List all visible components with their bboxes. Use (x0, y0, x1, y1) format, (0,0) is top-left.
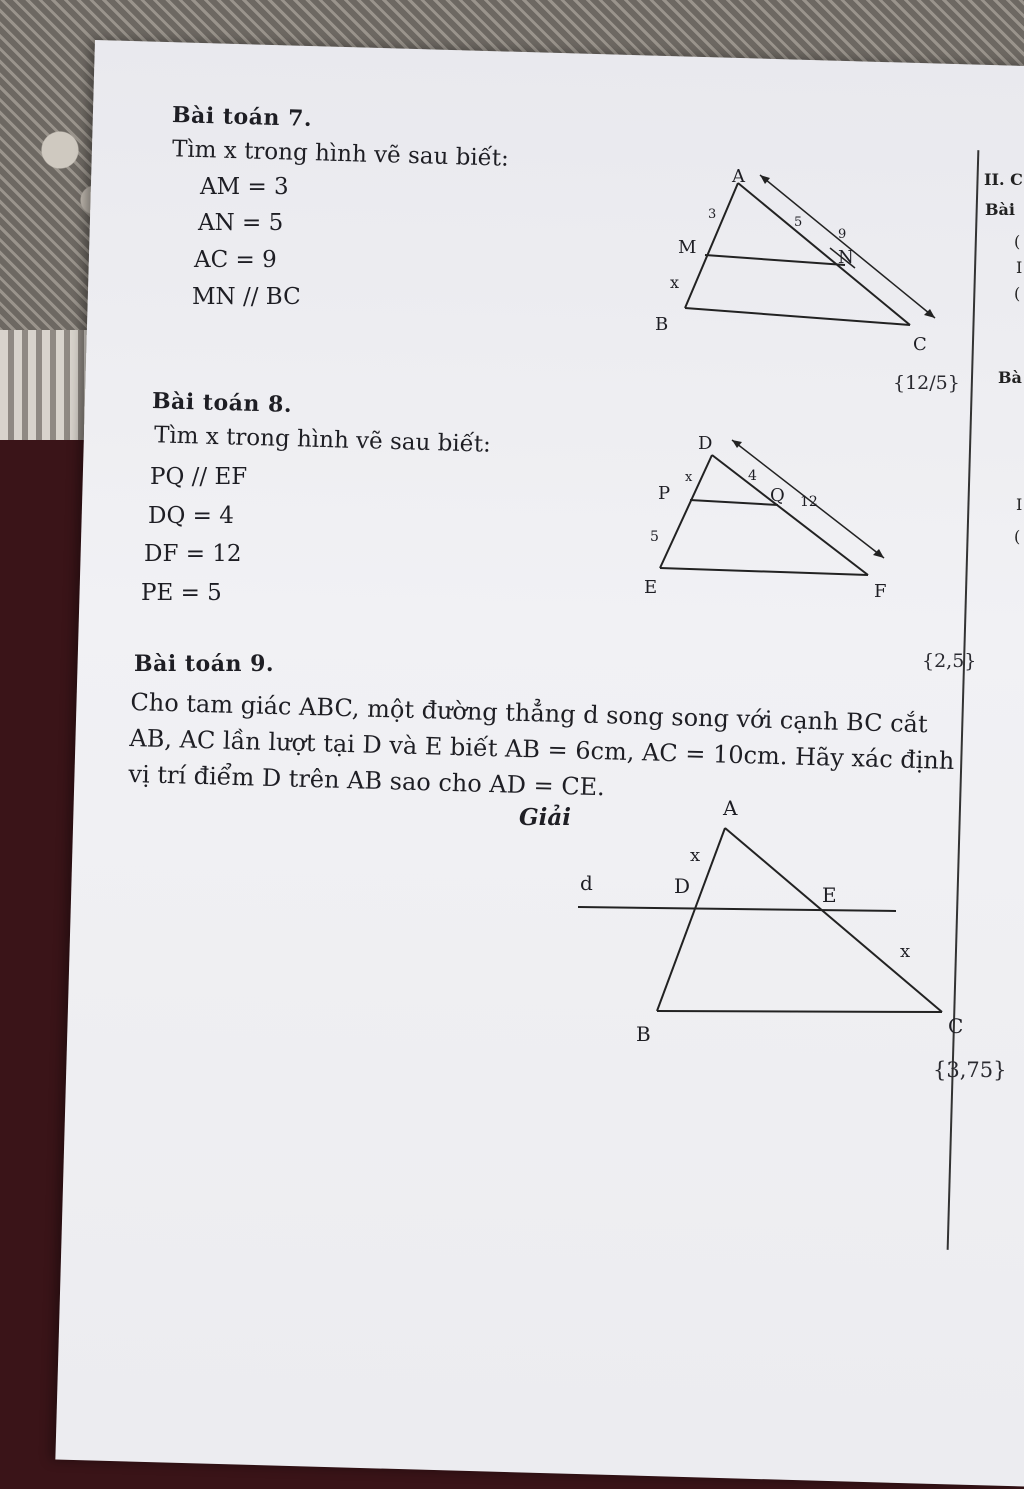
margin-fragment: II. C (984, 170, 1023, 189)
problem-7-heading: Bài toán 7. (171, 102, 313, 132)
segment-label-an: 5 (794, 215, 803, 230)
margin-fragment: I (1016, 258, 1023, 277)
vertex-b: B (655, 314, 669, 335)
problem-9-text: Cho tam giác ABC, một đường thẳng d song song với cạnh BC cắt AB, AC lần lượt tại D và E biết AB = 6cm, AC = 10cm. Hãy xác định vị trí điểm D trên AB sao cho AD = CE. (128, 687, 955, 802)
segment-pq (690, 500, 778, 505)
problem-8-prompt: Tìm x trong hình vẽ sau biết: (153, 422, 492, 458)
solution-label: Giải (519, 804, 572, 831)
problem-7-condition: AC = 9 (194, 247, 277, 273)
vertex-d: D (674, 874, 691, 898)
problem-7-answer: {12/5} (893, 372, 960, 394)
problem-8-condition: DF = 12 (144, 541, 242, 567)
vertex-c: C (913, 334, 927, 355)
segment-label-mb: x (670, 273, 680, 292)
segment-label-ac: 9 (838, 227, 847, 242)
vertex-f: F (874, 581, 887, 602)
vertex-m: M (678, 237, 697, 258)
margin-fragment: I (1016, 495, 1023, 514)
problem-8-figure (630, 425, 910, 610)
vertex-e: E (644, 577, 658, 598)
segment-label-ad: x (690, 845, 701, 866)
line-d-label: d (580, 871, 593, 895)
margin-fragment: ( (1014, 232, 1021, 251)
problem-7-prompt: Tìm x trong hình vẽ sau biết: (171, 136, 510, 172)
problem-7-condition: AN = 5 (198, 210, 284, 236)
vertex-p: P (658, 483, 671, 504)
side-df (712, 455, 868, 575)
vertex-e: E (822, 883, 837, 907)
side-ac (738, 183, 910, 325)
segment-label-ec: x (900, 941, 911, 962)
problem-8-answer: {2,5} (922, 650, 977, 672)
margin-fragment: ( (1014, 527, 1021, 546)
side-ac (725, 828, 942, 1012)
vertex-n: N (838, 247, 854, 268)
problem-9-figure (570, 790, 990, 1055)
line-d (578, 907, 896, 911)
margin-fragment: ( (1014, 284, 1021, 303)
problem-9-answer: {3,75} (933, 1058, 1007, 1082)
problem-7-condition: AM = 3 (200, 174, 289, 200)
segment-mn (705, 255, 845, 265)
vertex-b: B (636, 1022, 651, 1046)
problem-8-condition: PQ // EF (150, 464, 248, 490)
segment-label-dp: x (685, 470, 693, 485)
problem-8-condition: DQ = 4 (148, 503, 234, 529)
problem-7-figure (640, 160, 960, 360)
side-ef (660, 568, 868, 575)
problem-7-condition: MN // BC (192, 284, 301, 310)
problem-8-condition: PE = 5 (141, 580, 222, 606)
margin-fragment: Bài (985, 200, 1015, 219)
vertex-a: A (723, 796, 738, 820)
vertex-q: Q (770, 485, 785, 506)
segment-label-pe: 5 (650, 529, 659, 545)
vertex-a: A (732, 166, 745, 187)
margin-fragment: Bà (998, 368, 1022, 387)
side-bc (657, 1011, 942, 1012)
side-bc (685, 308, 910, 325)
vertex-c: C (948, 1014, 964, 1038)
problem-9-heading: Bài toán 9. (134, 651, 275, 677)
segment-label-df: 12 (800, 494, 818, 510)
segment-label-am: 3 (708, 207, 717, 222)
vertex-d: D (698, 433, 713, 454)
problem-8-heading: Bài toán 8. (151, 388, 293, 418)
segment-label-dq: 4 (748, 468, 757, 484)
